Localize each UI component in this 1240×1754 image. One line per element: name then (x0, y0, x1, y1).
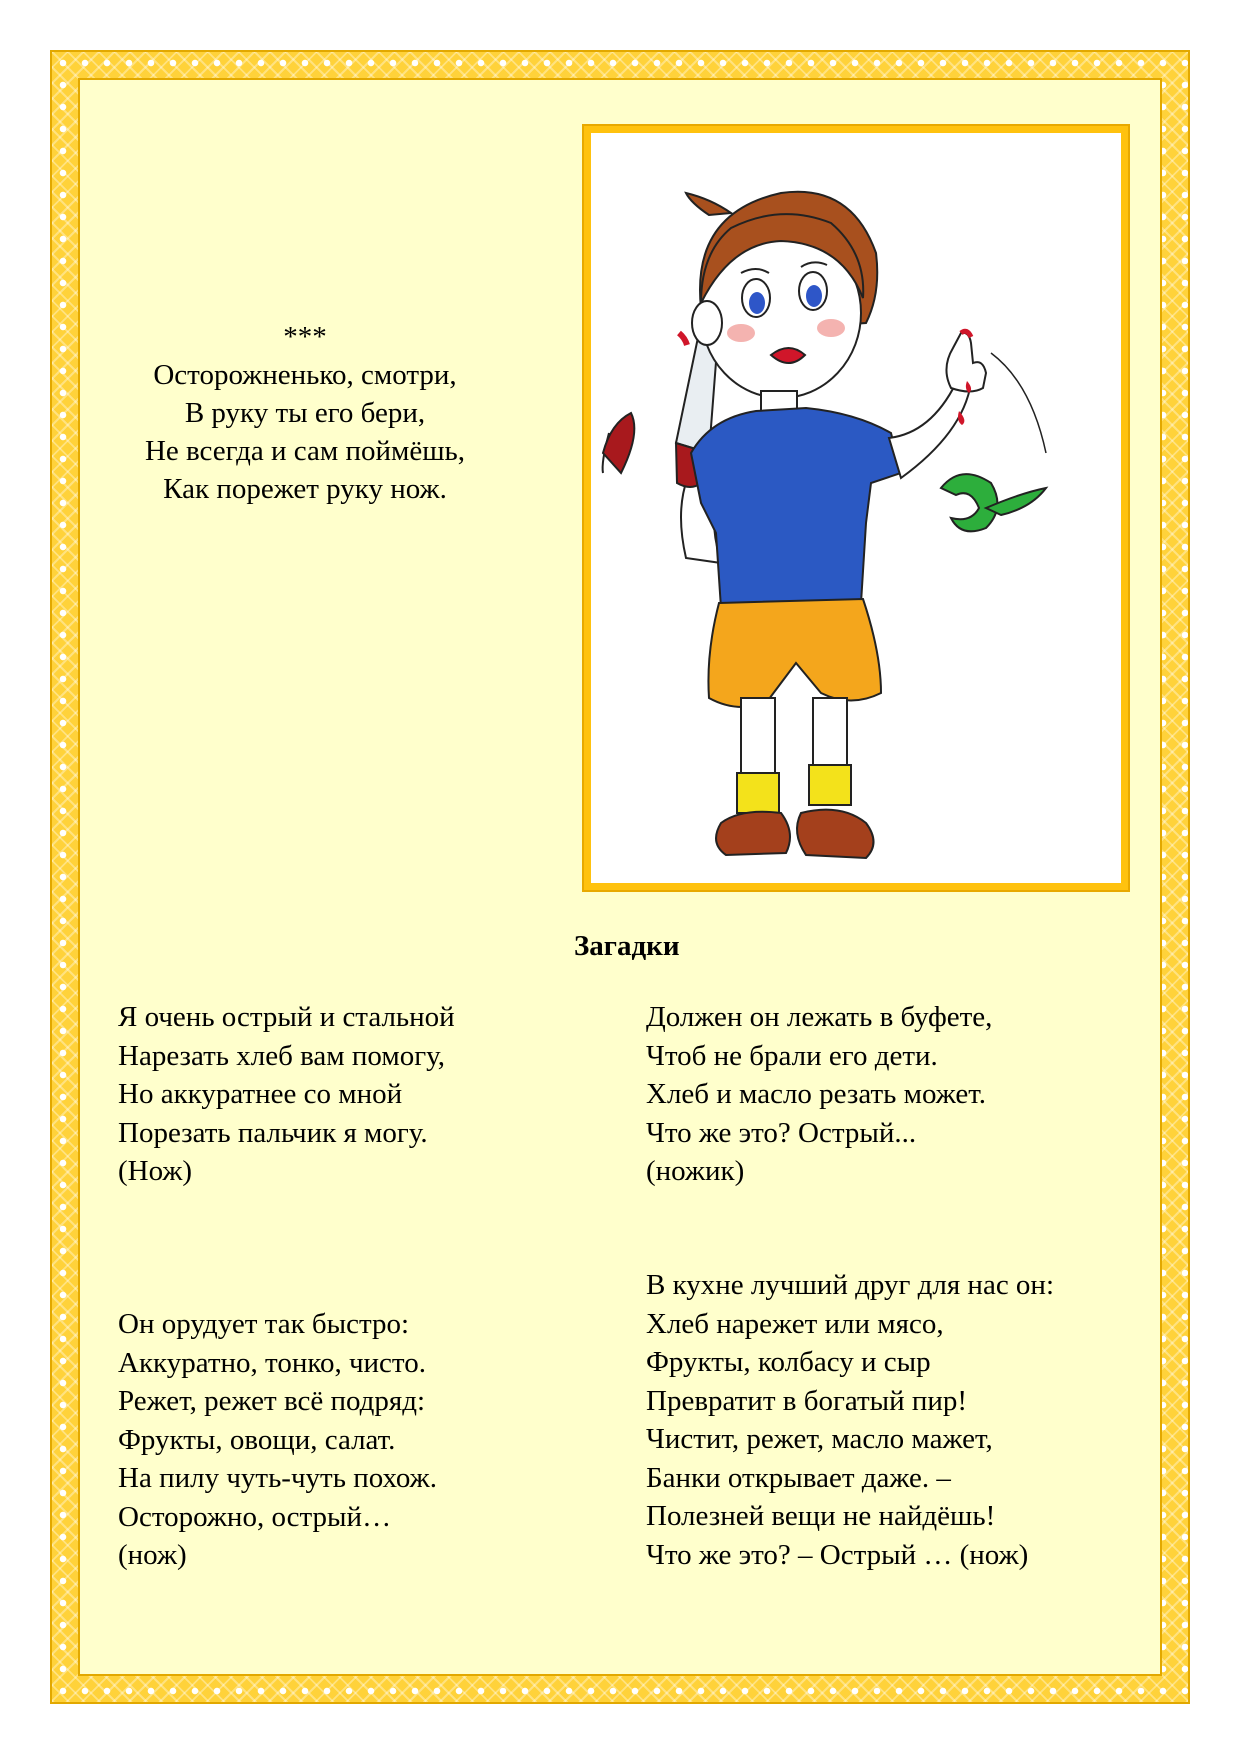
riddle-line: Чтоб не брали его дети. (646, 1039, 938, 1072)
riddle-line: Режет, режет всё подряд: (118, 1385, 426, 1417)
poem-stars: *** (283, 321, 327, 353)
riddle-answer: (ножик) (646, 1155, 745, 1187)
riddle-line: Фрукты, овощи, салат. (118, 1423, 396, 1456)
warning-poem (110, 318, 500, 508)
riddle-line: Порезать пальчик я могу. (118, 1116, 428, 1149)
riddle-line: Чистит, режет, масло мажет, (646, 1423, 993, 1455)
riddle-line: Он орудует так быстро: (118, 1308, 410, 1340)
poem-line: Как порежет руку нож. (163, 473, 447, 505)
riddle-line: Превратит в богатый пир! (646, 1384, 968, 1417)
riddle-line: Хлеб нарежет или мясо, (646, 1307, 944, 1340)
riddle-1 (118, 998, 455, 1191)
riddle-line: Что же это? – Острый … (нож) (646, 1538, 1029, 1571)
riddle-line: Должен он лежать в буфете, (646, 1001, 993, 1033)
riddle-line: Я очень острый и стальной (118, 1001, 455, 1033)
riddle-4 (646, 1266, 1054, 1574)
riddle-line: В кухне лучший друг для нас он: (646, 1269, 1055, 1301)
poem-line: Осторожненько, смотри, (153, 359, 457, 391)
riddle-line: Аккуратно, тонко, чисто. (118, 1346, 426, 1379)
riddle-line: Что же это? Острый... (646, 1116, 917, 1149)
riddles-heading: Загадки (574, 930, 680, 962)
riddle-answer: (Нож) (118, 1155, 193, 1187)
boy-cut-finger-with-knife-illustration (591, 133, 1121, 883)
riddle-line: Хлеб и масло резать может. (646, 1078, 987, 1110)
riddle-line: Но аккуратнее со мной (118, 1078, 403, 1110)
riddle-line: Банки открывает даже. – (646, 1461, 951, 1494)
riddle-2 (646, 998, 992, 1191)
riddle-line: Осторожно, острый… (118, 1500, 392, 1533)
poem-line: Не всегда и сам поймёшь, (144, 435, 466, 467)
riddle-3 (118, 1305, 437, 1575)
riddle-answer: (нож) (118, 1539, 187, 1571)
riddle-line: Нарезать хлеб вам помогу, (118, 1039, 445, 1072)
riddle-line: Полезней вещи не найдёшь! (646, 1500, 996, 1532)
poem-line: В руку ты его бери, (184, 397, 426, 429)
illustration-frame (584, 126, 1128, 890)
riddle-line: На пилу чуть-чуть похож. (118, 1462, 437, 1494)
riddle-line: Фрукты, колбасу и сыр (646, 1346, 931, 1378)
